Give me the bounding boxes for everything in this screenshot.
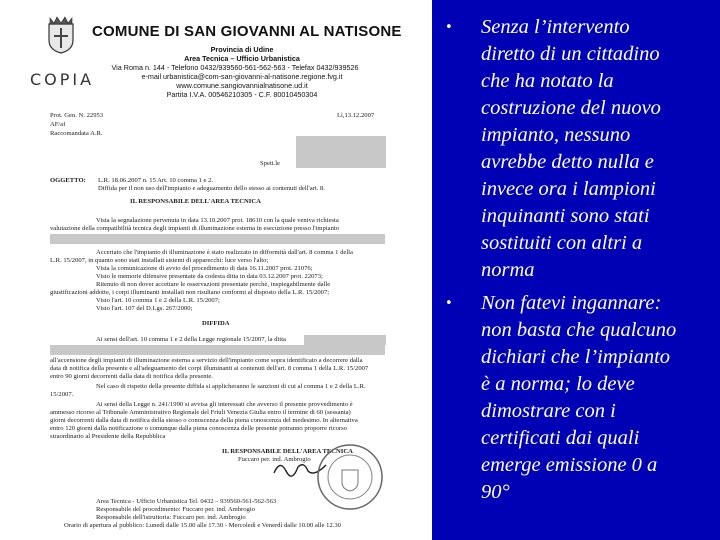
body-line: giustificazioni addotte, i corpi illuminanti installati non risultano conformi al disposto della L.R. 15/2007; (50, 289, 330, 296)
diffida-line: Ai sensi dell'art. 10 comma 1 e 2 della Legge regionale 15/2007, la ditta (96, 336, 286, 343)
body-line: Vista la comunicazione di avvio del procedimento di data 16.11.2007 prot. 21076; (96, 265, 313, 272)
diffida-line: giorni decorrenti dalla data di notifica della stesso o conoscenza della piena conoscenza del medesimo. In alternativa (50, 417, 358, 424)
protocol-number: Prot. Gen. N. 22953 (50, 112, 104, 119)
province: Provincia di Udine (210, 45, 274, 54)
website: www.comune.sangiovannialnatisone.ud.it (176, 81, 308, 90)
bullet-list (445, 14, 713, 506)
document-date: Lì,13.12.2007 (337, 112, 375, 119)
responsible-heading: IL RESPONSABILE DELL'AREA TECNICA (130, 198, 261, 205)
redacted-recipient (296, 136, 386, 168)
redacted-line (50, 234, 385, 244)
footer-line: Responsabile dell'istruttoria: Fuccaro per. ind. Ambrogio (96, 514, 246, 521)
bullet-item (445, 14, 713, 284)
diffida-heading: DIFFIDA (202, 320, 230, 327)
redacted-company (304, 335, 386, 345)
bullet-item (445, 290, 713, 506)
body-line: Visto l'art. 107 del D.Lgs. 267/2000; (96, 305, 193, 312)
subject-line-1: L.R. 18.06.2007 n. 15 Art. 10 comma 1 e 2. (98, 177, 214, 184)
footer-line: Area Tecnica - Ufficio Urbanistica Tel. 0432 – 939560-561-562-563 (96, 498, 277, 505)
email: e-mail urbanistica@com-san-giovanni-al-natisone.regione.fvg.it (141, 72, 343, 81)
body-line: Vista la segnalazione pervenuta in data 13.10.2007 prot. 18610 con la quale veniva richiesta (96, 217, 339, 224)
office: Area Tecnica – Ufficio Urbanistica (184, 54, 300, 63)
subject-line-2: Diffida per il non uso dell'impianto e adeguamento dello stesso ai contenuti dell'art. 8. (98, 185, 325, 192)
address: Via Roma n. 144 - Telefono 0432/939560-561-562-563 - Telefax 0432/939526 (111, 64, 359, 72)
diffida-line: entro 120 giorni dalla notificazione o comunque dalla piena conoscenza delle presente potranno proporre ricorso (50, 425, 347, 432)
recipient-label: Spett.le (260, 160, 280, 167)
registered-mail: Raccomandata A.R. (50, 130, 103, 137)
bullet-text: Non fatevi ingannare: non basta che qualcuno dichiari che l’impianto è a norma; lo deve dimostrare con i certificati dai quali emerge emissione 0 a 90° (481, 292, 677, 503)
redacted-line (50, 345, 385, 355)
footer-line: Orario di apertura al pubblico: Lunedì dalle 15.00 alle 17.30 - Mercoledì e Venerdì dalle 10.00 alle 12.30 (64, 522, 341, 529)
diffida-line: entro 90 giorni decorrenti dalla data di notifica della presente. (50, 373, 213, 380)
diffida-line: all'accensione degli impianti di illuminazione esterna a servizio dell'impianto come sopra identificato a decorrere dalla (50, 357, 363, 364)
diffida-line: Nel caso di rispetto della presente diffida si applicheranno le sanzioni di cui al comma 1 e 2 della L.R. (96, 383, 366, 390)
subject-label: OGGETTO: (50, 177, 86, 184)
bullet-dot-icon: • (445, 20, 453, 35)
signature-title: IL RESPONSABILE DELL'AREA TECNICA (222, 448, 353, 455)
bullet-dot-icon: • (445, 296, 453, 311)
diffida-line: data di notifica della presente e all'adeguamento dei corpi illuminanti ai contenuti dell'art. 8 comma 1 della L.R. 15/2007 (50, 365, 369, 372)
body-line: L.R. 15/2007, in quanto sono stati installati sistemi di apparecchi: luce verso l'alto; (50, 257, 269, 264)
bullet-text: Senza l’intervento diretto di un cittadino che ha notato la costruzione del nuovo impianto, nessuno avrebbe detto nulla e invece ora i lampioni inquinanti sono stati sostituiti con altri a norma (481, 16, 661, 281)
municipality-title: COMUNE DI SAN GIOVANNI AL NATISONE (92, 23, 402, 40)
copia-stamp: COPIA (30, 70, 95, 89)
vat-number: Partita I.V.A. 00546210305 - C.F. 80010450304 (166, 90, 318, 99)
reference: AF/af (50, 121, 66, 128)
body-line: Ritenuto di non dover accettare le osservazioni presentate perchè, inspiegabilmente dalle (96, 281, 331, 288)
diffida-line: 15/2007. (50, 391, 74, 398)
municipal-crest-icon (46, 14, 76, 54)
diffida-line: straordinario al Presidente della Repubblica (50, 433, 166, 440)
diffida-line: ammesso ricorso al Tribunale Amministrativo Regionale del Friuli Venezia Giulia entro il termine di 60 (sessanta) (50, 409, 351, 416)
body-line: valutazione della compatibilità tecnica degli impianti di illuminazione esterna in esecuzione presso l'impianto (50, 225, 340, 232)
body-line: Accertato che l'impianto di illuminazione è stato realizzato in difformità dall'art. 8 comma 1 della (96, 249, 353, 256)
footer-line: Responsabile del procedimento: Fuccaro per. ind. Ambrogio (96, 506, 255, 513)
diffida-line: Ai sensi della Legge n. 241/1990 si avvisa gli interessati che avverso il presente provvedimento è (96, 401, 353, 408)
body-line: Visto le memorie difensive presentate da codesta ditta in data 03.12.2007 prot. 22073; (96, 273, 323, 280)
signature-name: Fuccaro per. ind. Ambrogio (238, 456, 311, 463)
body-line: Visto l'art. 10 comma 1 e 2 della L.R. 15/2007; (96, 297, 220, 304)
